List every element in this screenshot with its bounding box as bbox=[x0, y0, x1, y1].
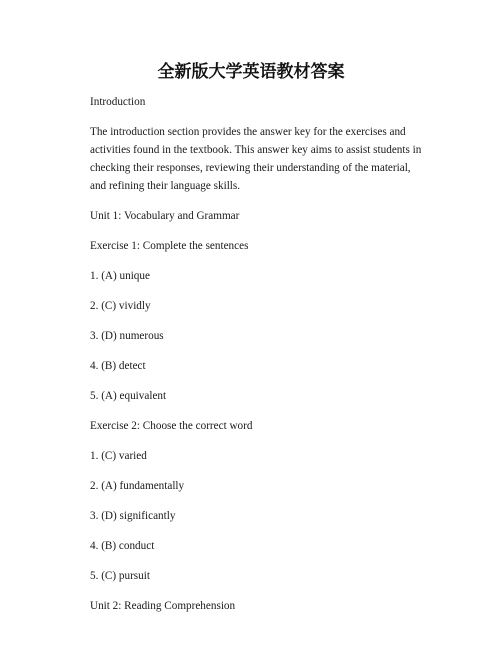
exercise2-heading: Exercise 2: Choose the correct word bbox=[90, 420, 253, 432]
unit2-heading: Unit 2: Reading Comprehension bbox=[90, 600, 236, 612]
page-title: 全新版大学英语教材答案 bbox=[157, 62, 345, 82]
answer-item: 4. (B) conduct bbox=[90, 540, 155, 552]
answer-item: 1. (A) unique bbox=[90, 270, 150, 282]
introduction-text: The introduction section provides the answer key for the exercises and activities found in the textbook. This answer key aims to assist students in checking their responses, reviewing their understanding of the material, and refining their language skills. bbox=[90, 126, 422, 192]
answer-item: 5. (C) pursuit bbox=[90, 570, 150, 582]
document-body bbox=[90, 93, 420, 627]
answer-item: 5. (A) equivalent bbox=[90, 390, 167, 402]
unit1-heading: Unit 1: Vocabulary and Grammar bbox=[90, 210, 240, 222]
answer-item: 2. (C) vividly bbox=[90, 300, 151, 312]
answer-item: 3. (D) significantly bbox=[90, 510, 176, 522]
answer-item: 3. (D) numerous bbox=[90, 330, 164, 342]
answer-item: 1. (C) varied bbox=[90, 450, 147, 462]
answer-item: 4. (B) detect bbox=[90, 360, 146, 372]
introduction-heading: Introduction bbox=[90, 96, 146, 108]
exercise1-heading: Exercise 1: Complete the sentences bbox=[90, 240, 249, 252]
answer-item: 2. (A) fundamentally bbox=[90, 480, 185, 492]
